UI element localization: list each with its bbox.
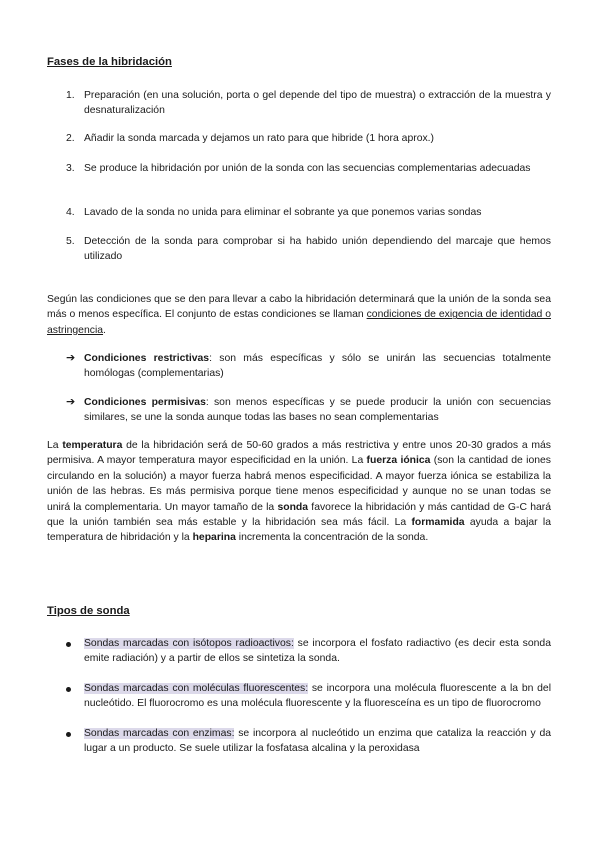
list-item <box>66 131 551 146</box>
bold-term: temperatura <box>62 440 123 451</box>
step-number: 5. <box>66 236 75 247</box>
bold-term: formamida <box>411 517 465 529</box>
step-number: 4. <box>66 207 75 218</box>
step-text: Se produce la hibridación por unión de la sonda con las secuencias complementarias adecuadas <box>84 163 531 174</box>
paragraph-text: Según las condiciones que se den para llevar a cabo la hibridación determinará que la unión de la sonda sea más o menos específica. El conjunto de estas condiciones se llaman <box>47 294 551 321</box>
list-item <box>66 234 551 264</box>
item-text: se incorpora el fosfato radiactivo (es decir esta sonda emite radiación) y a partir de ellos se sintetiza la sonda. <box>84 638 551 664</box>
section-title-probe-types: Tipos de sonda <box>47 605 130 617</box>
arrow-right-icon: ➔ <box>66 352 76 364</box>
conditions-paragraph <box>47 292 551 338</box>
highlighted-label: Sondas marcadas con enzimas: <box>84 728 235 739</box>
list-item <box>66 205 551 220</box>
step-text: Preparación (en una solución, porta o gel depende del tipo de muestra) o extracción de la muestra y desnaturalización <box>84 90 551 116</box>
list-item <box>66 681 551 711</box>
bullet-icon <box>66 732 71 737</box>
bullet-icon <box>66 642 71 647</box>
paragraph-text: . <box>103 324 106 336</box>
step-text: Lavado de la sonda no unida para eliminar el sobrante ya que ponemos varias sondas <box>84 207 482 218</box>
bold-term: fuerza iónica <box>366 455 431 467</box>
step-text: Añadir la sonda marcada y dejamos un rato para que hibride (1 hora aprox.) <box>84 133 435 144</box>
arrow-right-icon: ➔ <box>66 396 76 408</box>
step-number: 3. <box>66 163 75 174</box>
step-text: Detección de la sonda para comprobar si ha habido unión dependiendo del marcaje que hemos utilizado <box>84 236 551 262</box>
list-item <box>66 88 551 118</box>
stringency-term-link: condiciones de exigencia de identidad o astringencia <box>47 309 551 336</box>
section-title-hybridization-phases: Fases de la hibridación <box>47 56 172 68</box>
paragraph-text: de la hibridación será de 50-60 grados a más restrictiva y entre unos 20-30 grados a más permisiva. A mayor temperatura mayor especificidad en la unión. La <box>47 440 551 467</box>
condition-text: : son menos específicas y se puede producir la unión con secuencias similares, se une la sonda aunque todas las bases no sean complementarias <box>84 397 551 423</box>
list-item <box>66 636 551 666</box>
list-item <box>66 161 551 176</box>
paragraph-text: incrementa la concentración de la sonda. <box>235 532 429 544</box>
step-number: 2. <box>66 133 75 144</box>
paragraph-text: ayuda a bajar la temperatura de hibridación y la <box>47 517 551 544</box>
highlighted-label: Sondas marcadas con moléculas fluorescentes: <box>84 683 309 694</box>
paragraph-text: favorece la hibridación y más cantidad de G-C hará que la unión también sea más estable y la hibridación sea más fácil. La <box>47 501 551 529</box>
list-item <box>66 351 551 381</box>
condition-term: Condiciones permisivas <box>84 397 206 408</box>
temperature-paragraph <box>47 438 551 546</box>
highlighted-label: Sondas marcadas con isótopos radioactivos: <box>84 638 294 649</box>
step-number: 1. <box>66 90 75 101</box>
paragraph-text: La <box>47 440 63 451</box>
condition-term: Condiciones restrictivas <box>84 353 210 364</box>
bullet-icon <box>66 687 71 692</box>
list-item <box>66 726 551 756</box>
item-text: se incorpora al nucleótido un enzima que cataliza la reacción y da lugar a un producto. Se suele utilizar la fosfatasa alcalina y la peroxidasa <box>84 728 551 754</box>
bold-term: sonda <box>277 501 309 513</box>
condition-text: : son más específicas y sólo se unirán las secuencias totalmente homólogas (complementarias) <box>84 353 552 379</box>
paragraph-text: (son la cantidad de iones circulando en la solución) a mayor fuerza habrá menos especificidad. A mayor fuerza iónica se estabiliza la unión de las hebras. Es más permisiva porque tiene menos especificidad y aunque no se unan todas se unirá la complementaria. Un mayor tamaño de la <box>47 455 551 513</box>
bold-term: heparina <box>192 532 236 544</box>
list-item <box>66 395 551 425</box>
item-text: se incorpora una molécula fluorescente a la bn del nucleótido. El fluorocromo es una molécula fluorescente y la fluoresceína es un tipo de fluorocromo <box>84 683 551 709</box>
